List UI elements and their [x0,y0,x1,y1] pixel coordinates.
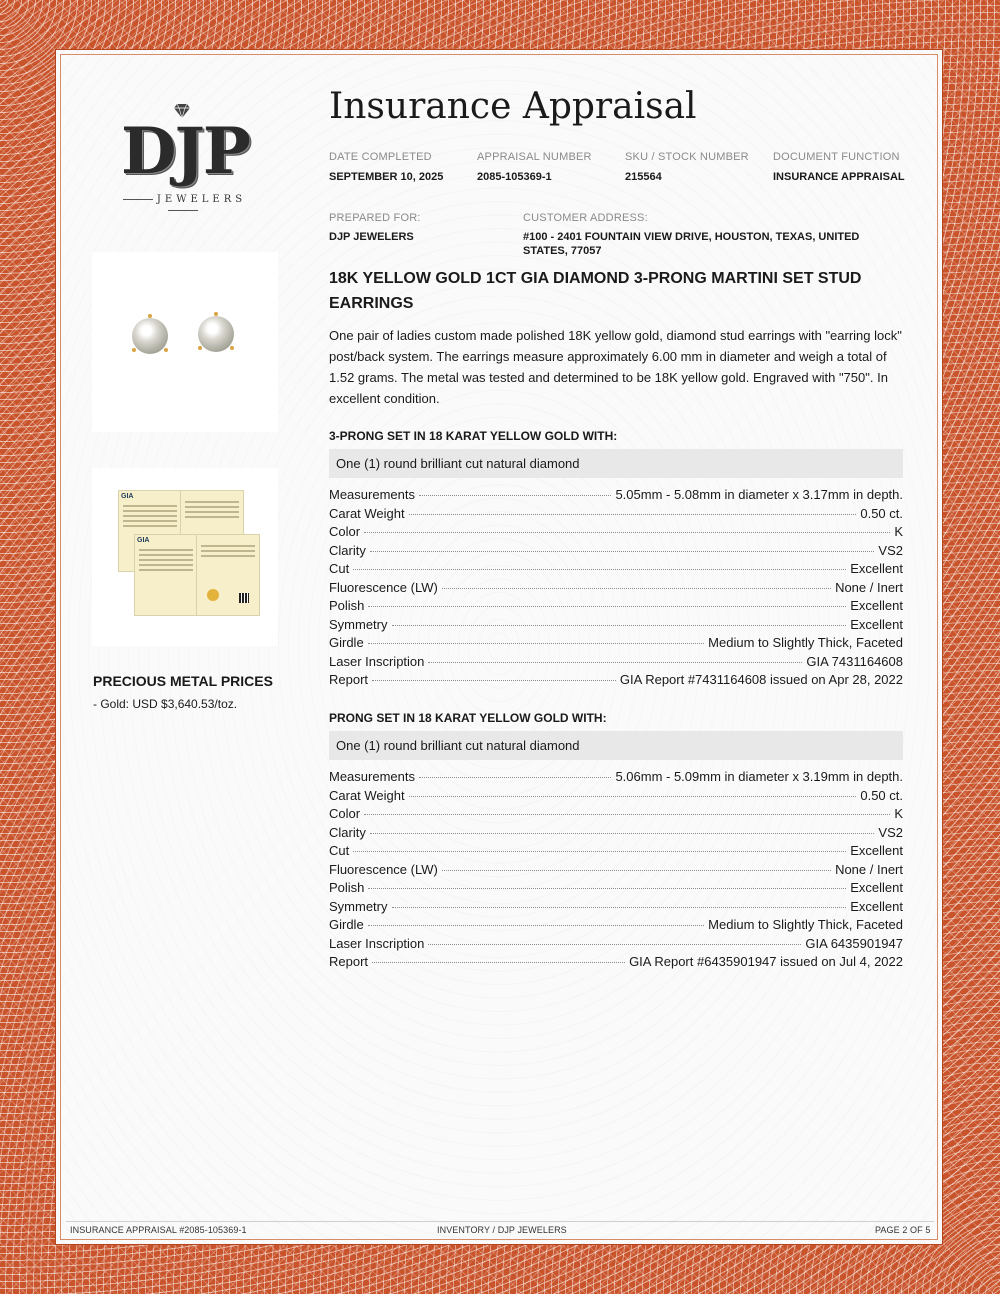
section-title: PRONG SET IN 18 KARAT YELLOW GOLD WITH: [329,711,607,725]
spec-row-fluorescence [329,580,903,599]
spec-key: Girdle [329,635,364,650]
spec-row-carat [329,788,903,807]
leader-dots [442,870,831,871]
earrings-photo [92,252,278,432]
spec-value: Medium to Slightly Thick, Faceted [708,917,903,932]
prepared-for-label: PREPARED FOR: [329,212,421,224]
meta-label-date: DATE COMPLETED [329,151,432,163]
leader-dots [392,625,847,626]
meta-value-date: SEPTEMBER 10, 2025 [329,171,444,183]
logo-subtitle: JEWELERS [100,194,265,216]
meta-value-appraisal: 2085-105369-1 [477,171,552,183]
leader-dots [428,662,802,663]
item-description: One pair of ladies custom made polished 18K yellow gold, diamond stud earrings with "earring lock" post/back system. The earrings measure approximately 6.00 mm in diameter and weigh a total of 1.52 grams. The metal was tested and determined to be 18K yellow gold. Engraved with "750". In excellent condition. [329,328,902,406]
spec-key: Cut [329,843,350,858]
meta-value-function: INSURANCE APPRAISAL [773,171,905,183]
spec-key: Clarity [329,542,366,558]
prong [132,348,136,352]
spec-row-report [329,954,903,973]
spec-value: GIA 6435901947 [805,935,903,951]
spec-row-measurements [329,487,903,506]
spec-row-girdle [329,635,903,654]
spec-value: GIA Report #6435901947 issued on Jul 4, 2022 [629,954,903,969]
customer-address-label: CUSTOMER ADDRESS: [523,212,648,224]
prepared-for-value: DJP JEWELERS [329,231,414,243]
spec-value: 0.50 ct. [860,787,903,803]
spec-row-clarity [329,825,903,844]
spec-key: Polish [329,880,365,895]
stone-description: One (1) round brilliant cut natural diamond [329,449,903,478]
leader-dots [353,569,846,570]
meta-value-sku: 215564 [625,171,662,183]
footer-appraisal-number: INSURANCE APPRAISAL #2085-105369-1 [70,1225,247,1235]
spec-key: Girdle [329,917,364,932]
spec-key: Fluorescence (LW) [329,861,438,877]
leader-dots [428,944,801,945]
meta-label-sku: SKU / STOCK NUMBER [625,151,749,163]
leader-dots [370,551,875,552]
spec-table [329,769,903,973]
footer-inventory: INVENTORY / DJP JEWELERS [437,1225,567,1235]
leader-dots [368,925,704,926]
spec-value: Medium to Slightly Thick, Faceted [708,635,903,650]
spec-row-color [329,806,903,825]
gia-brand: GIA [137,537,150,544]
spec-value: 0.50 ct. [860,505,903,521]
leader-dots [372,962,625,963]
spec-row-cut [329,843,903,862]
spec-value: Excellent [850,898,903,914]
spec-row-polish [329,598,903,617]
leader-dots [419,495,611,496]
spec-row-color [329,524,903,543]
meta-label-function: DOCUMENT FUNCTION [773,151,900,163]
spec-value: K [894,524,903,539]
spec-value: VS2 [878,824,903,840]
leader-dots [368,606,846,607]
spec-key: Carat Weight [329,787,405,803]
spec-key: Laser Inscription [329,653,425,669]
spec-key: Report [329,672,369,687]
leader-dots [419,777,611,778]
qr-code-icon [239,593,249,603]
gia-seal-icon [207,589,219,601]
spec-value: GIA 7431164608 [806,653,903,669]
gia-certificate [134,534,198,616]
spec-value: None / Inert [835,579,903,595]
leader-dots [370,833,875,834]
prong [230,346,234,350]
customer-address-value: #100 - 2401 FOUNTAIN VIEW DRIVE, HOUSTON, TEXAS, UNITED STATES, 77057 [523,231,860,257]
spec-row-inscription [329,936,903,955]
leader-dots [368,888,846,889]
footer-page-number: PAGE 2 OF 5 [875,1225,931,1235]
earring-right [198,316,234,352]
precious-metal-title: PRECIOUS METAL PRICES [93,673,273,689]
leader-dots [409,514,857,515]
spec-key: Polish [329,598,365,613]
leader-dots [353,851,846,852]
prong [164,348,168,352]
spec-row-girdle [329,917,903,936]
spec-value: K [894,806,903,821]
spec-row-clarity [329,543,903,562]
spec-key: Cut [329,561,350,576]
leader-dots [368,643,704,644]
section-title: 3-PRONG SET IN 18 KARAT YELLOW GOLD WITH: [329,429,618,443]
spec-value: Excellent [850,843,903,858]
spec-key: Symmetry [329,616,388,632]
spec-key: Fluorescence (LW) [329,579,438,595]
spec-value: VS2 [878,542,903,558]
prong [198,346,202,350]
spec-value: 5.06mm - 5.09mm in diameter x 3.19mm in depth. [615,769,903,784]
stone-description: One (1) round brilliant cut natural diamond [329,731,903,760]
leader-dots [392,907,847,908]
spec-value: GIA Report #7431164608 issued on Apr 28, 2022 [619,672,903,687]
spec-row-report [329,672,903,691]
spec-key: Measurements [329,769,415,784]
prong [148,314,152,318]
precious-metal-item: - Gold: USD $3,640.53/toz. [93,697,238,711]
spec-key: Carat Weight [329,505,405,521]
spec-row-polish [329,880,903,899]
leader-dots [442,588,831,589]
leader-dots [364,814,890,815]
earring-left [132,318,168,354]
spec-key: Clarity [329,824,366,840]
spec-key: Report [329,954,369,969]
leader-dots [409,796,857,797]
spec-row-cut [329,561,903,580]
gia-certificates-photo [92,468,278,646]
spec-value: Excellent [850,616,903,632]
page-title: Insurance Appraisal [329,86,697,127]
spec-value: Excellent [850,561,903,576]
logo-letters: DJP [121,114,249,189]
spec-row-inscription [329,654,903,673]
spec-key: Measurements [329,487,415,502]
spec-key: Color [329,806,361,821]
spec-row-fluorescence [329,862,903,881]
spec-key: Symmetry [329,898,388,914]
spec-row-symmetry [329,617,903,636]
spec-value: Excellent [850,598,903,613]
djp-logo [100,100,265,210]
leader-dots [372,680,616,681]
spec-table [329,487,903,691]
leader-dots [364,532,890,533]
spec-row-symmetry [329,899,903,918]
spec-key: Color [329,524,361,539]
spec-value: Excellent [850,880,903,895]
footer-divider [66,1221,934,1222]
spec-key: Laser Inscription [329,935,425,951]
spec-value: 5.05mm - 5.08mm in diameter x 3.17mm in depth. [615,487,903,502]
meta-label-appraisal: APPRAISAL NUMBER [477,151,592,163]
spec-row-measurements [329,769,903,788]
gia-brand: GIA [121,493,134,500]
prong [214,312,218,316]
spec-row-carat [329,506,903,525]
gia-certificate [196,534,260,616]
spec-value: None / Inert [835,861,903,877]
item-title: 18K YELLOW GOLD 1CT GIA DIAMOND 3-PRONG MARTINI SET STUD EARRINGS [329,270,862,312]
